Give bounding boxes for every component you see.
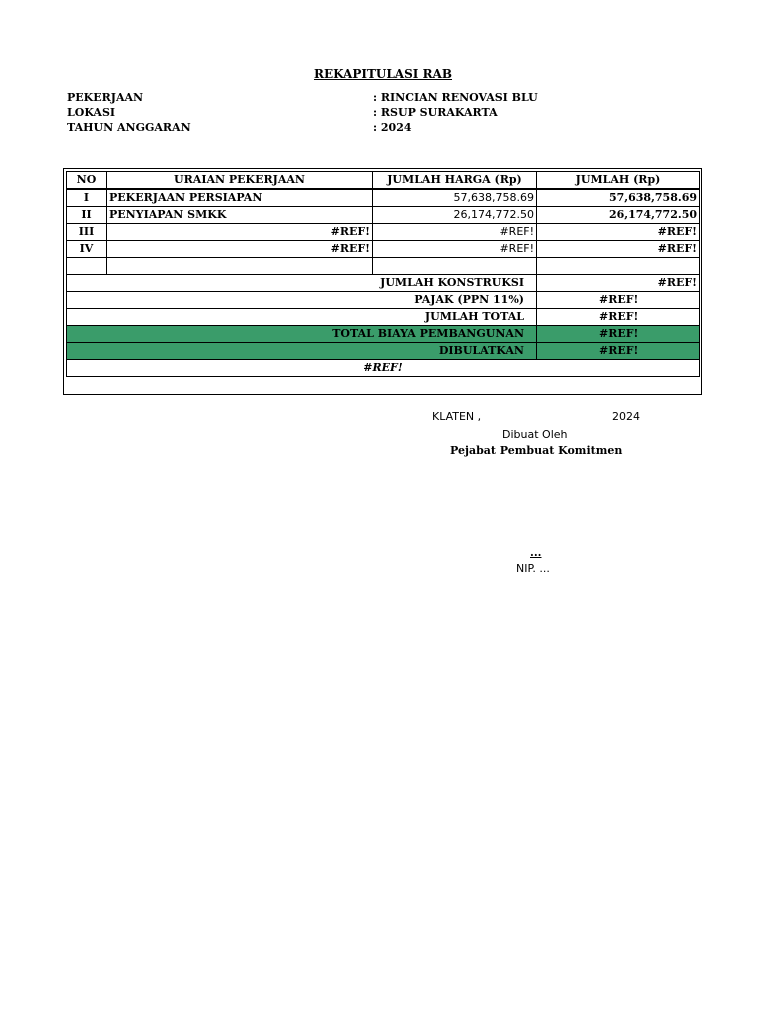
empty-cell: [67, 258, 107, 275]
row-no: III: [67, 224, 107, 241]
row-uraian: #REF!: [107, 224, 373, 241]
row-no: I: [67, 189, 107, 207]
rab-table: [66, 171, 700, 377]
signature-name: ...: [530, 546, 542, 559]
table-row-empty: [67, 258, 700, 275]
summary-value: #REF!: [537, 292, 700, 309]
row-harga: 57,638,758.69: [373, 189, 537, 207]
row-harga: #REF!: [373, 224, 537, 241]
signature-nip: NIP. ...: [516, 562, 550, 575]
summary-row-total-biaya: [67, 326, 700, 343]
signature-year: 2024: [612, 410, 640, 423]
row-no: IV: [67, 241, 107, 258]
header-no: NO: [67, 172, 107, 190]
summary-row-jumlah-total: [67, 309, 700, 326]
empty-cell: [107, 258, 373, 275]
summary-value: #REF!: [537, 326, 700, 343]
row-uraian: #REF!: [107, 241, 373, 258]
empty-cell: [373, 258, 537, 275]
row-jumlah: 26,174,772.50: [537, 207, 700, 224]
info-label-tahun: TAHUN ANGGARAN: [67, 121, 191, 134]
summary-value: #REF!: [537, 275, 700, 292]
table-row: [67, 224, 700, 241]
info-value-pekerjaan: : RINCIAN RENOVASI BLU: [373, 91, 538, 104]
signature-role: Pejabat Pembuat Komitmen: [450, 444, 623, 457]
row-jumlah: 57,638,758.69: [537, 189, 700, 207]
info-value-lokasi: : RSUP SURAKARTA: [373, 106, 498, 119]
summary-label: JUMLAH KONSTRUKSI: [67, 275, 537, 292]
table-header-row: [67, 172, 700, 190]
summary-row-jumlah-konstruksi: [67, 275, 700, 292]
row-jumlah: #REF!: [537, 241, 700, 258]
summary-label: TOTAL BIAYA PEMBANGUNAN: [67, 326, 537, 343]
table-row: [67, 241, 700, 258]
info-label-pekerjaan: PEKERJAAN: [67, 91, 144, 104]
summary-label: DIBULATKAN: [67, 343, 537, 360]
signature-place: KLATEN ,: [432, 410, 482, 423]
row-uraian: PENYIAPAN SMKK: [107, 207, 373, 224]
note-row: [67, 360, 700, 377]
row-harga: #REF!: [373, 241, 537, 258]
rab-table-frame: [63, 168, 702, 395]
summary-label: JUMLAH TOTAL: [67, 309, 537, 326]
summary-row-dibulatkan: [67, 343, 700, 360]
table-row: [67, 207, 700, 224]
note-text: #REF!: [67, 360, 700, 377]
header-jumlah-harga: JUMLAH HARGA (Rp): [373, 172, 537, 190]
row-uraian: PEKERJAAN PERSIAPAN: [107, 189, 373, 207]
summary-value: #REF!: [537, 343, 700, 360]
page-title: REKAPITULASI RAB: [313, 67, 453, 81]
row-no: II: [67, 207, 107, 224]
summary-value: #REF!: [537, 309, 700, 326]
info-label-lokasi: LOKASI: [67, 106, 116, 119]
header-uraian: URAIAN PEKERJAAN: [107, 172, 373, 190]
row-jumlah: #REF!: [537, 224, 700, 241]
summary-row-pajak: [67, 292, 700, 309]
signature-made-by: Dibuat Oleh: [502, 428, 568, 441]
header-jumlah: JUMLAH (Rp): [537, 172, 700, 190]
empty-cell: [537, 258, 700, 275]
table-row: [67, 189, 700, 207]
summary-label: PAJAK (PPN 11%): [67, 292, 537, 309]
row-harga: 26,174,772.50: [373, 207, 537, 224]
info-value-tahun: : 2024: [373, 121, 412, 134]
